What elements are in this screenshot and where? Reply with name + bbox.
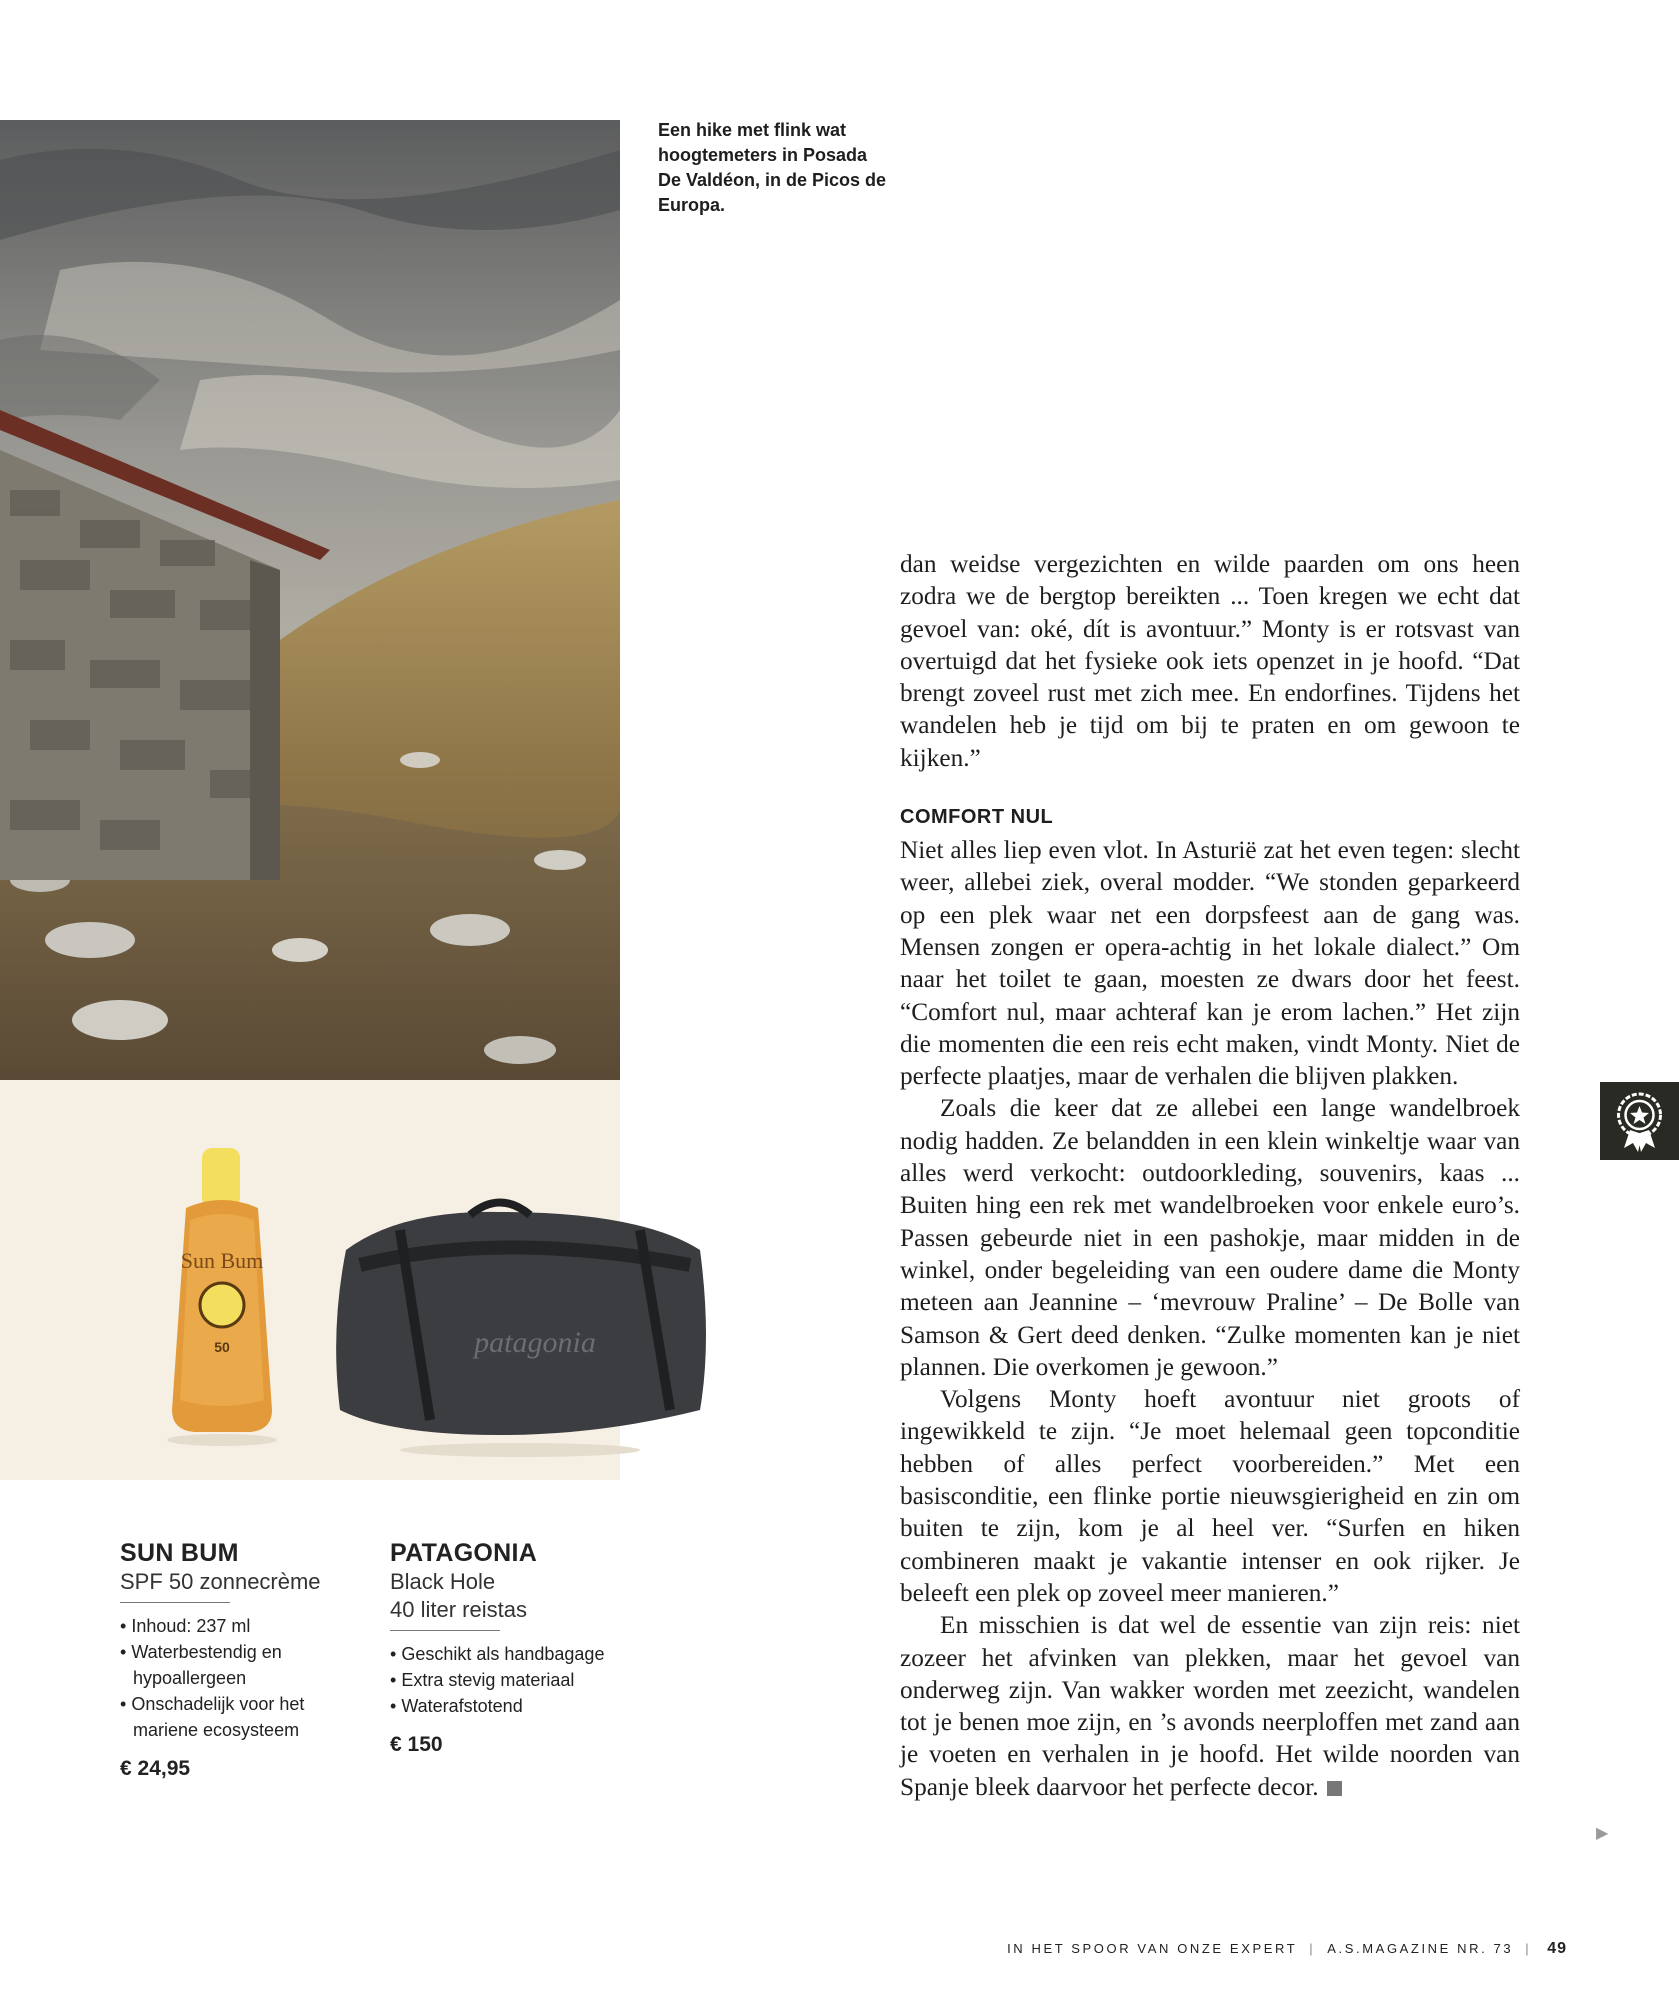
article-paragraph-text: En misschien is dat wel de essentie van zijn reis: niet zozeer het afvinken van plekken, maar het gevoel van onderweg zijn. Van wakker worden met zeezicht, wandelen tot je benen moe zijn, en ’s avonds neerploffen met zand aan je voeten en verhalen in je hoofd. Het wilde noorden van Spanje bleek daarvoor het perfecte decor. — [900, 1611, 1520, 1801]
spf-label: 50 — [214, 1339, 230, 1355]
end-mark-icon — [1327, 1781, 1342, 1796]
feature-item: • Waterbestendig en hypoallergeen — [120, 1639, 360, 1691]
product-price: € 150 — [390, 1733, 443, 1756]
feature-item: • Waterafstotend — [390, 1693, 620, 1719]
product-panel — [0, 1080, 620, 1480]
article-paragraph-last — [900, 1609, 1520, 1803]
product-sunbum — [120, 1538, 360, 1781]
product-features — [390, 1641, 620, 1719]
article-paragraph: dan weidse vergezichten en wilde paarden om ons heen zodra we de bergtop bereikten ... Toen kregen we echt dat gevoel van: oké, dít is avontuur.” Monty is er rotsvast van overtuigd dat het fysieke ook iets openzet in je hoofd. “Dat brengt zoveel rust met zich mee. En endorfines. Tijdens het wandelen heb je tijd om bij te praten en om gewoon te kijken.” — [900, 550, 1520, 772]
product-subtitle: Black Hole — [390, 1569, 496, 1594]
photo-caption: Een hike met flink wat hoogtemeters in Posada De Valdéon, in de Picos de Europa. — [658, 120, 887, 215]
section-tab[interactable] — [1600, 1082, 1679, 1160]
feature-item: • Inhoud: 237 ml — [120, 1613, 360, 1639]
award-badge-icon — [1600, 1082, 1679, 1160]
article-body — [900, 548, 1520, 1803]
product-features — [120, 1613, 360, 1743]
product-patagonia — [390, 1538, 620, 1757]
footer-separator: | — [1309, 1941, 1316, 1956]
article-paragraph: Volgens Monty hoeft avontuur niet groots of ingewikkeld te zijn. “Je moet helemaal geen topconditie hebben of alles perfect voorbereiden.” Met een basisconditie, een flinke portie nieuwsgierigheid en zin om buiten te zijn, kom je al heel ver. “Surfen en hiken combineren maakt je vakantie intenser en ook rijker. Je beleeft een plek op zoveel meer manieren.” — [900, 1385, 1520, 1607]
product-brand: PATAGONIA — [390, 1539, 538, 1567]
footer-magazine: A.S.MAGAZINE NR. 73 — [1327, 1941, 1514, 1956]
footer-section: IN HET SPOOR VAN ONZE EXPERT — [1007, 1941, 1298, 1956]
products-illustration — [0, 1080, 720, 1480]
section-heading: COMFORT NUL — [900, 806, 1054, 829]
duffel-bag-image — [336, 1203, 706, 1458]
product-brand: SUN BUM — [120, 1539, 239, 1567]
feature-item: • Extra stevig materiaal — [390, 1667, 620, 1693]
page-number: 49 — [1547, 1940, 1567, 1957]
article-paragraph: Zoals die keer dat ze allebei een lange wandelbroek nodig hadden. Ze belandden in een klein winkeltje waar van alles werd verkocht: outdoorkleding, souvenirs, kaas ... Buiten hing een rek met wandelbroeken voor enkele euro’s. Passen gebeurde niet in een pashokje, maar midden in de winkel, onder begeleiding van een oudere dame die Monty meteen aan Jeannine – ‘mevrouw Praline’ – De Bolle van Samson & Gert deed denken. “Zulke momenten kan je niet plannen. Die overkomen je gewoon.” — [900, 1094, 1520, 1381]
landscape-photo — [0, 120, 620, 1080]
patagonia-logo: patagonia — [474, 1326, 596, 1359]
mountain-hut-illustration — [0, 120, 620, 1080]
divider — [120, 1602, 230, 1603]
sunscreen-bottle-image — [167, 1148, 277, 1446]
feature-item: • Onschadelijk voor het mariene ecosysteem — [120, 1691, 360, 1743]
sunscreen-label: Sun Bum — [180, 1248, 264, 1273]
feature-item: • Geschikt als handbagage — [390, 1641, 620, 1667]
page-footer — [1007, 1940, 1567, 1958]
product-price: € 24,95 — [120, 1757, 191, 1780]
product-subtitle: SPF 50 zonnecrème — [120, 1569, 321, 1594]
next-page-arrow-icon[interactable]: ▶ — [1596, 1823, 1609, 1842]
divider — [390, 1630, 500, 1631]
product-subtitle-2: 40 liter reistas — [390, 1597, 527, 1622]
footer-separator: | — [1525, 1941, 1532, 1956]
article-paragraph: Niet alles liep even vlot. In Asturië zat het even tegen: slecht weer, allebei ziek, overal modder. “We stonden geparkeerd op een plek waar net een dorpsfeest aan de gang was. Mensen zongen er opera-achtig in het lokale dialect.” Om naar het toilet te gaan, moesten ze dwars door het feest. “Comfort nul, maar achteraf kan je erom lachen.” Het zijn die momenten die een reis echt maken, vindt Monty. Niet de perfecte plaatjes, maar de verhalen die blijven plakken. — [900, 836, 1520, 1091]
